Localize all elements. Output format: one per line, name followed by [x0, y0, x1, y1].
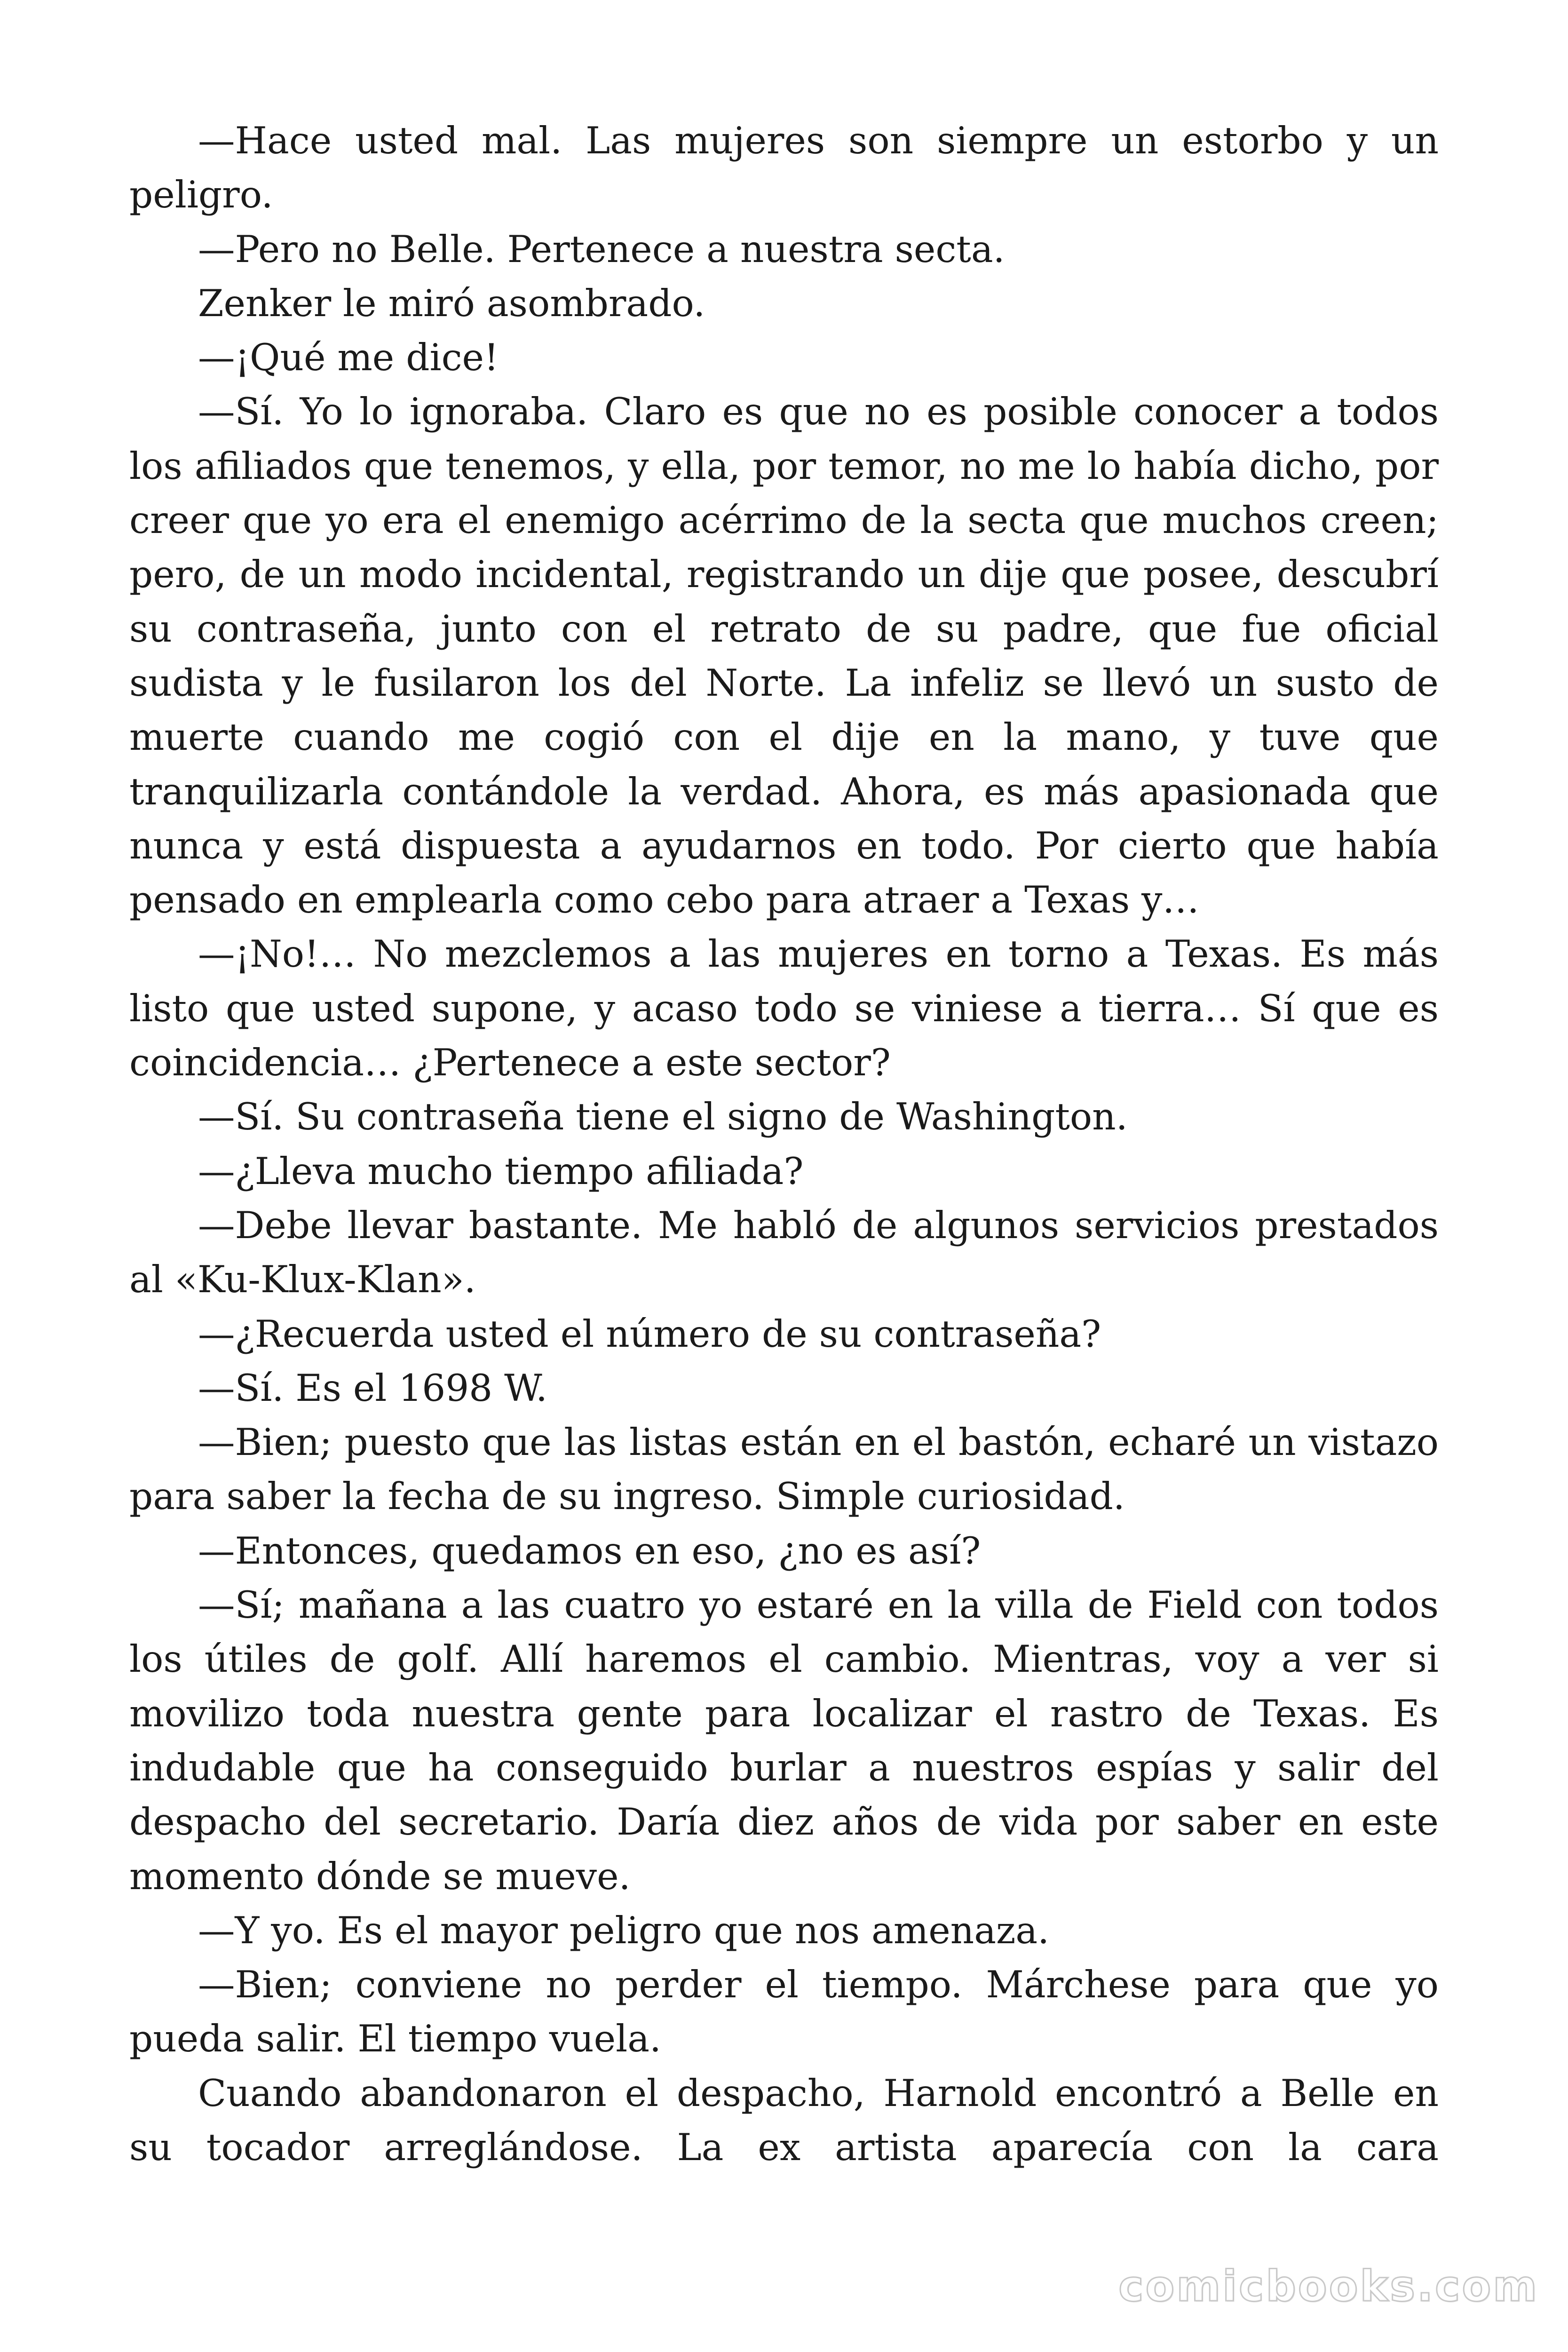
paragraph: —Sí. Es el 1698 W. [198, 1366, 547, 1410]
paragraph: —Sí; mañana a las cuatro yo estaré en la villa de Field con todos los útiles de golf. Allí haremos el cambio. Mientras, voy a ver si movilizo toda nuestra gente para localizar el rastro de Texas. Es indudable que ha conseguido burlar a nuestros espías y salir del despacho del secretario. Daría diez años de vida por saber en este momento dónde se mueve. [129, 1583, 1439, 1898]
paragraph: —¿Recuerda usted el número de su contraseña? [198, 1312, 1101, 1356]
paragraph: —Hace usted mal. Las mujeres son siempre un estorbo y un peligro. [129, 119, 1439, 217]
paragraph: —Y yo. Es el mayor peligro que nos amenaza. [198, 1908, 1050, 1952]
paragraph: —Pero no Belle. Pertenece a nuestra secta. [198, 227, 1005, 271]
paragraph: —¡Qué me dice! [198, 336, 499, 380]
paragraph: Zenker le miró asombrado. [198, 281, 705, 325]
paragraph: —Bien; puesto que las listas están en el bastón, echaré un vistazo para saber la fecha de su ingreso. Simple curiosidad. [129, 1421, 1439, 1518]
paragraph: —Entonces, quedamos en eso, ¿no es así? [198, 1529, 981, 1573]
paragraph: —Sí. Yo lo ignoraba. Claro es que no es posible conocer a todos los afiliados que tenemos, y ella, por temor, no me lo había dicho, por creer que yo era el enemigo acérrimo de la secta que muchos creen; pero, de un modo incidental, registrando un dije que posee, descubrí su contraseña, junto con el retrato de su padre, que fue oficial sudista y le fusilaron los del Norte. La infeliz se llevó un susto de muerte cuando me cogió con el dije en la mano, y tuve que tranquilizarla contándole la verdad. Ahora, es más apasionada que nunca y está dispuesta a ayudarnos en todo. Por cierto que había pensado en emplearla como cebo para atraer a Texas y… [129, 390, 1439, 922]
paragraph: —Bien; conviene no perder el tiempo. Márchese para que yo pueda salir. El tiempo vuela. [129, 1963, 1439, 2061]
book-page-body [129, 114, 1439, 2175]
watermark: comicbooks.com [1118, 2262, 1539, 2311]
paragraph: —Sí. Su contraseña tiene el signo de Washington. [198, 1095, 1128, 1139]
paragraph: —¡No!… No mezclemos a las mujeres en torno a Texas. Es más listo que usted supone, y acaso todo se viniese a tierra… Sí que es coincidencia… ¿Pertenece a este sector? [129, 932, 1439, 1085]
paragraph: —¿Lleva mucho tiempo afiliada? [198, 1149, 804, 1193]
paragraph-last: Cuando abandonaron el despacho, Harnold encontró a Belle en su tocador arreglándose. La ex artista aparecía con la cara [129, 2071, 1439, 2169]
paragraph: —Debe llevar bastante. Me habló de algunos servicios prestados al «Ku-Klux-Klan». [129, 1203, 1439, 1302]
